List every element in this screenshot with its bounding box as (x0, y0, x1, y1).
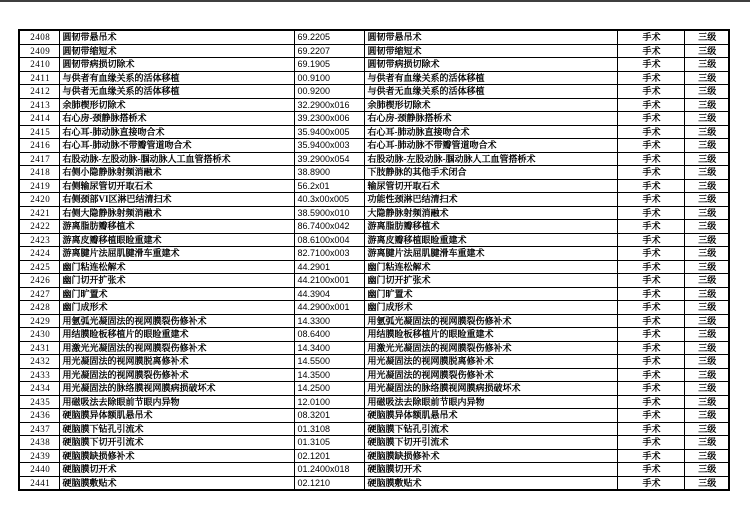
procedure-name-cell: 右心房-颈静脉搭桥术 (59, 112, 294, 126)
procedure-code-cell: 02.1201 (294, 449, 364, 463)
category-cell: 手术 (617, 233, 684, 247)
table-row (19, 328, 729, 342)
table-row (19, 436, 729, 450)
row-number-cell: 2411 (19, 71, 59, 85)
level-cell: 三级 (684, 341, 729, 355)
procedure-name-cell: 右心耳-肺动脉直接吻合术 (59, 125, 294, 139)
table-row (19, 179, 729, 193)
procedure-name-cell: 幽门粘连松解术 (59, 260, 294, 274)
category-cell: 手术 (617, 287, 684, 301)
procedure-name-cell: 用光凝固法的视网膜裂伤修补术 (59, 368, 294, 382)
category-cell: 手术 (617, 44, 684, 58)
standard-name-cell: 用磁吸法去除眼前节眼内异物 (364, 395, 617, 409)
category-cell: 手术 (617, 58, 684, 72)
procedure-code-cell: 14.2500 (294, 382, 364, 396)
standard-name-cell: 圆韧带悬吊术 (364, 30, 617, 44)
level-cell: 三级 (684, 382, 729, 396)
level-cell: 三级 (684, 422, 729, 436)
row-number-cell: 2433 (19, 368, 59, 382)
standard-name-cell: 硬脑膜缺损修补术 (364, 449, 617, 463)
table-row (19, 30, 729, 44)
procedure-name-cell: 余肺楔形切除术 (59, 98, 294, 112)
standard-name-cell: 圆韧带病损切除术 (364, 58, 617, 72)
standard-name-cell: 右心耳-肺动脉直接吻合术 (364, 125, 617, 139)
table-row (19, 85, 729, 99)
level-cell: 三级 (684, 274, 729, 288)
standard-name-cell: 硬脑膜下切开引流术 (364, 436, 617, 450)
row-number-cell: 2431 (19, 341, 59, 355)
procedure-name-cell: 圆韧带缩短术 (59, 44, 294, 58)
table-row (19, 193, 729, 207)
standard-name-cell: 用光凝固法的视网膜裂伤修补术 (364, 368, 617, 382)
row-number-cell: 2423 (19, 233, 59, 247)
table-row (19, 71, 729, 85)
level-cell: 三级 (684, 44, 729, 58)
level-cell: 三级 (684, 463, 729, 477)
row-number-cell: 2424 (19, 247, 59, 261)
procedure-code-cell: 35.9400x003 (294, 139, 364, 153)
procedure-code-cell: 44.2100x001 (294, 274, 364, 288)
table-row (19, 476, 729, 490)
row-number-cell: 2437 (19, 422, 59, 436)
table-row (19, 220, 729, 234)
table-row (19, 247, 729, 261)
table-row (19, 314, 729, 328)
procedure-name-cell: 用光凝固法的脉络膜视网膜病损破坏术 (59, 382, 294, 396)
row-number-cell: 2417 (19, 152, 59, 166)
procedure-code-cell: 01.3105 (294, 436, 364, 450)
level-cell: 三级 (684, 287, 729, 301)
procedure-name-cell: 与供者有血缘关系的活体移植 (59, 71, 294, 85)
procedure-name-cell: 用磁吸法去除眼前节眼内异物 (59, 395, 294, 409)
procedure-code-cell: 44.3904 (294, 287, 364, 301)
standard-name-cell: 与供者无血缘关系的活体移植 (364, 85, 617, 99)
procedure-code-cell: 39.2300x006 (294, 112, 364, 126)
category-cell: 手术 (617, 220, 684, 234)
table-row (19, 409, 729, 423)
category-cell: 手术 (617, 422, 684, 436)
level-cell: 三级 (684, 98, 729, 112)
standard-name-cell: 下肢静脉的其他手术闭合 (364, 166, 617, 180)
category-cell: 手术 (617, 112, 684, 126)
standard-name-cell: 右心房-颈静脉搭桥术 (364, 112, 617, 126)
procedure-code-cell: 40.3x00x005 (294, 193, 364, 207)
category-cell: 手术 (617, 139, 684, 153)
level-cell: 三级 (684, 355, 729, 369)
category-cell: 手术 (617, 463, 684, 477)
standard-name-cell: 用光凝固法的脉络膜视网膜病损破坏术 (364, 382, 617, 396)
procedure-code-cell: 35.9400x005 (294, 125, 364, 139)
table-row (19, 125, 729, 139)
table-row (19, 58, 729, 72)
procedure-name-cell: 用氩弧光凝固法的视网膜裂伤修补术 (59, 314, 294, 328)
row-number-cell: 2435 (19, 395, 59, 409)
procedure-name-cell: 硬脑膜切开术 (59, 463, 294, 477)
table-row (19, 301, 729, 315)
table-row (19, 260, 729, 274)
table-row (19, 139, 729, 153)
table-row (19, 152, 729, 166)
row-number-cell: 2408 (19, 30, 59, 44)
level-cell: 三级 (684, 166, 729, 180)
category-cell: 手术 (617, 179, 684, 193)
procedure-name-cell: 右心耳-肺动脉不带瓣管道吻合术 (59, 139, 294, 153)
procedure-code-cell: 69.1905 (294, 58, 364, 72)
procedure-name-cell: 游离脂肪瓣移植术 (59, 220, 294, 234)
category-cell: 手术 (617, 152, 684, 166)
procedure-code-cell: 44.2901 (294, 260, 364, 274)
procedure-name-cell: 硬脑膜下钻孔引流术 (59, 422, 294, 436)
procedure-name-cell: 幽门成形术 (59, 301, 294, 315)
procedure-name-cell: 硬脑膜异体额肌悬吊术 (59, 409, 294, 423)
procedure-code-cell: 00.9100 (294, 71, 364, 85)
row-number-cell: 2440 (19, 463, 59, 477)
level-cell: 三级 (684, 314, 729, 328)
procedure-code-cell: 14.3500 (294, 368, 364, 382)
procedure-name-cell: 右侧小隐静脉射频消融术 (59, 166, 294, 180)
table-row (19, 274, 729, 288)
category-cell: 手术 (617, 206, 684, 220)
row-number-cell: 2415 (19, 125, 59, 139)
table-row (19, 233, 729, 247)
level-cell: 三级 (684, 409, 729, 423)
standard-name-cell: 幽门粘连松解术 (364, 260, 617, 274)
row-number-cell: 2429 (19, 314, 59, 328)
table-row (19, 463, 729, 477)
level-cell: 三级 (684, 328, 729, 342)
standard-name-cell: 圆韧带缩短术 (364, 44, 617, 58)
procedure-name-cell: 用激光光凝固法的视网膜裂伤修补术 (59, 341, 294, 355)
standard-name-cell: 用激光光凝固法的视网膜裂伤修补术 (364, 341, 617, 355)
table-row (19, 355, 729, 369)
row-number-cell: 2420 (19, 193, 59, 207)
level-cell: 三级 (684, 112, 729, 126)
table-row (19, 395, 729, 409)
procedure-code-cell: 44.2900x001 (294, 301, 364, 315)
category-cell: 手术 (617, 328, 684, 342)
category-cell: 手术 (617, 301, 684, 315)
procedure-code-cell: 32.2900x016 (294, 98, 364, 112)
row-number-cell: 2418 (19, 166, 59, 180)
procedure-code-cell: 14.3300 (294, 314, 364, 328)
row-number-cell: 2439 (19, 449, 59, 463)
row-number-cell: 2428 (19, 301, 59, 315)
row-number-cell: 2427 (19, 287, 59, 301)
procedure-name-cell: 硬脑膜敷贴术 (59, 476, 294, 490)
table-row (19, 206, 729, 220)
category-cell: 手术 (617, 166, 684, 180)
category-cell: 手术 (617, 314, 684, 328)
procedure-name-cell: 硬脑膜下切开引流术 (59, 436, 294, 450)
table-row (19, 112, 729, 126)
category-cell: 手术 (617, 436, 684, 450)
table-row (19, 98, 729, 112)
row-number-cell: 2410 (19, 58, 59, 72)
standard-name-cell: 输尿管切开取石术 (364, 179, 617, 193)
procedure-name-cell: 幽门切开扩张术 (59, 274, 294, 288)
procedure-code-cell: 14.3400 (294, 341, 364, 355)
level-cell: 三级 (684, 368, 729, 382)
procedure-code-cell: 69.2205 (294, 30, 364, 44)
level-cell: 三级 (684, 58, 729, 72)
level-cell: 三级 (684, 71, 729, 85)
procedure-name-cell: 游离皮瓣移植眼睑重建术 (59, 233, 294, 247)
row-number-cell: 2434 (19, 382, 59, 396)
row-number-cell: 2421 (19, 206, 59, 220)
category-cell: 手术 (617, 355, 684, 369)
standard-name-cell: 右股动脉-左股动脉-腘动脉人工血管搭桥术 (364, 152, 617, 166)
table-row (19, 44, 729, 58)
level-cell: 三级 (684, 449, 729, 463)
row-number-cell: 2430 (19, 328, 59, 342)
procedure-code-cell: 08.3201 (294, 409, 364, 423)
row-number-cell: 2409 (19, 44, 59, 58)
standard-name-cell: 硬脑膜下钻孔引流术 (364, 422, 617, 436)
standard-name-cell: 功能性颈淋巴结清扫术 (364, 193, 617, 207)
procedure-name-cell: 右侧颈部VI区淋巴结清扫术 (59, 193, 294, 207)
row-number-cell: 2438 (19, 436, 59, 450)
level-cell: 三级 (684, 125, 729, 139)
standard-name-cell: 硬脑膜敷贴术 (364, 476, 617, 490)
category-cell: 手术 (617, 395, 684, 409)
standard-name-cell: 游离腱片法屈肌腱滑车重建术 (364, 247, 617, 261)
procedure-code-cell: 00.9200 (294, 85, 364, 99)
category-cell: 手术 (617, 368, 684, 382)
table-row (19, 368, 729, 382)
table-row (19, 449, 729, 463)
procedure-name-cell: 硬脑膜缺损修补术 (59, 449, 294, 463)
procedure-name-cell: 幽门旷置术 (59, 287, 294, 301)
level-cell: 三级 (684, 220, 729, 234)
standard-name-cell: 大隐静脉射频消融术 (364, 206, 617, 220)
row-number-cell: 2412 (19, 85, 59, 99)
level-cell: 三级 (684, 301, 729, 315)
level-cell: 三级 (684, 476, 729, 490)
category-cell: 手术 (617, 71, 684, 85)
standard-name-cell: 硬脑膜切开术 (364, 463, 617, 477)
level-cell: 三级 (684, 436, 729, 450)
level-cell: 三级 (684, 193, 729, 207)
level-cell: 三级 (684, 152, 729, 166)
procedure-code-cell: 69.2207 (294, 44, 364, 58)
row-number-cell: 2432 (19, 355, 59, 369)
row-number-cell: 2441 (19, 476, 59, 490)
category-cell: 手术 (617, 193, 684, 207)
page-top-rule (0, 0, 750, 2)
category-cell: 手术 (617, 30, 684, 44)
category-cell: 手术 (617, 274, 684, 288)
procedure-code-cell: 82.7100x003 (294, 247, 364, 261)
category-cell: 手术 (617, 341, 684, 355)
level-cell: 三级 (684, 139, 729, 153)
category-cell: 手术 (617, 247, 684, 261)
category-cell: 手术 (617, 260, 684, 274)
row-number-cell: 2426 (19, 274, 59, 288)
procedure-code-cell: 86.7400x042 (294, 220, 364, 234)
standard-name-cell: 游离皮瓣移植眼睑重建术 (364, 233, 617, 247)
level-cell: 三级 (684, 179, 729, 193)
procedure-code-cell: 56.2x01 (294, 179, 364, 193)
standard-name-cell: 幽门旷置术 (364, 287, 617, 301)
procedure-name-cell: 右侧大隐静脉射频消融术 (59, 206, 294, 220)
standard-name-cell: 幽门成形术 (364, 301, 617, 315)
procedure-code-cell: 08.6100x004 (294, 233, 364, 247)
category-cell: 手术 (617, 449, 684, 463)
row-number-cell: 2425 (19, 260, 59, 274)
level-cell: 三级 (684, 85, 729, 99)
procedure-code-cell: 14.5500 (294, 355, 364, 369)
procedure-code-cell: 12.0100 (294, 395, 364, 409)
category-cell: 手术 (617, 98, 684, 112)
table-row (19, 287, 729, 301)
row-number-cell: 2419 (19, 179, 59, 193)
category-cell: 手术 (617, 409, 684, 423)
level-cell: 三级 (684, 206, 729, 220)
standard-name-cell: 硬脑膜异体额肌悬吊术 (364, 409, 617, 423)
procedure-table-body (19, 30, 729, 490)
procedure-code-cell: 39.2900x054 (294, 152, 364, 166)
procedure-name-cell: 右股动脉-左股动脉-腘动脉人工血管搭桥术 (59, 152, 294, 166)
row-number-cell: 2436 (19, 409, 59, 423)
category-cell: 手术 (617, 382, 684, 396)
procedure-name-cell: 用结膜睑板移植片的眼睑重建术 (59, 328, 294, 342)
procedure-name-cell: 用光凝固法的视网膜脱离修补术 (59, 355, 294, 369)
standard-name-cell: 与供者有血缘关系的活体移植 (364, 71, 617, 85)
level-cell: 三级 (684, 260, 729, 274)
procedure-name-cell: 游离腱片法屈肌腱滑车重建术 (59, 247, 294, 261)
level-cell: 三级 (684, 247, 729, 261)
table-row (19, 341, 729, 355)
row-number-cell: 2422 (19, 220, 59, 234)
procedure-name-cell: 与供者无血缘关系的活体移植 (59, 85, 294, 99)
row-number-cell: 2414 (19, 112, 59, 126)
row-number-cell: 2416 (19, 139, 59, 153)
procedure-name-cell: 圆韧带病损切除术 (59, 58, 294, 72)
standard-name-cell: 用光凝固法的视网膜脱离修补术 (364, 355, 617, 369)
procedure-name-cell: 右侧输尿管切开取石术 (59, 179, 294, 193)
category-cell: 手术 (617, 476, 684, 490)
category-cell: 手术 (617, 125, 684, 139)
level-cell: 三级 (684, 395, 729, 409)
table-row (19, 382, 729, 396)
level-cell: 三级 (684, 30, 729, 44)
category-cell: 手术 (617, 85, 684, 99)
procedure-code-cell: 01.3108 (294, 422, 364, 436)
standard-name-cell: 用氩弧光凝固法的视网膜裂伤修补术 (364, 314, 617, 328)
standard-name-cell: 游离脂肪瓣移植术 (364, 220, 617, 234)
table-row (19, 422, 729, 436)
standard-name-cell: 右心耳-肺动脉不带瓣管道吻合术 (364, 139, 617, 153)
row-number-cell: 2413 (19, 98, 59, 112)
standard-name-cell: 余肺楔形切除术 (364, 98, 617, 112)
level-cell: 三级 (684, 233, 729, 247)
procedure-code-cell: 02.1210 (294, 476, 364, 490)
procedure-code-cell: 01.2400x018 (294, 463, 364, 477)
standard-name-cell: 用结膜睑板移植片的眼睑重建术 (364, 328, 617, 342)
procedure-name-cell: 圆韧带悬吊术 (59, 30, 294, 44)
procedure-table (18, 29, 730, 491)
standard-name-cell: 幽门切开扩张术 (364, 274, 617, 288)
procedure-code-cell: 38.8900 (294, 166, 364, 180)
table-row (19, 166, 729, 180)
procedure-code-cell: 08.6400 (294, 328, 364, 342)
procedure-code-cell: 38.5900x010 (294, 206, 364, 220)
